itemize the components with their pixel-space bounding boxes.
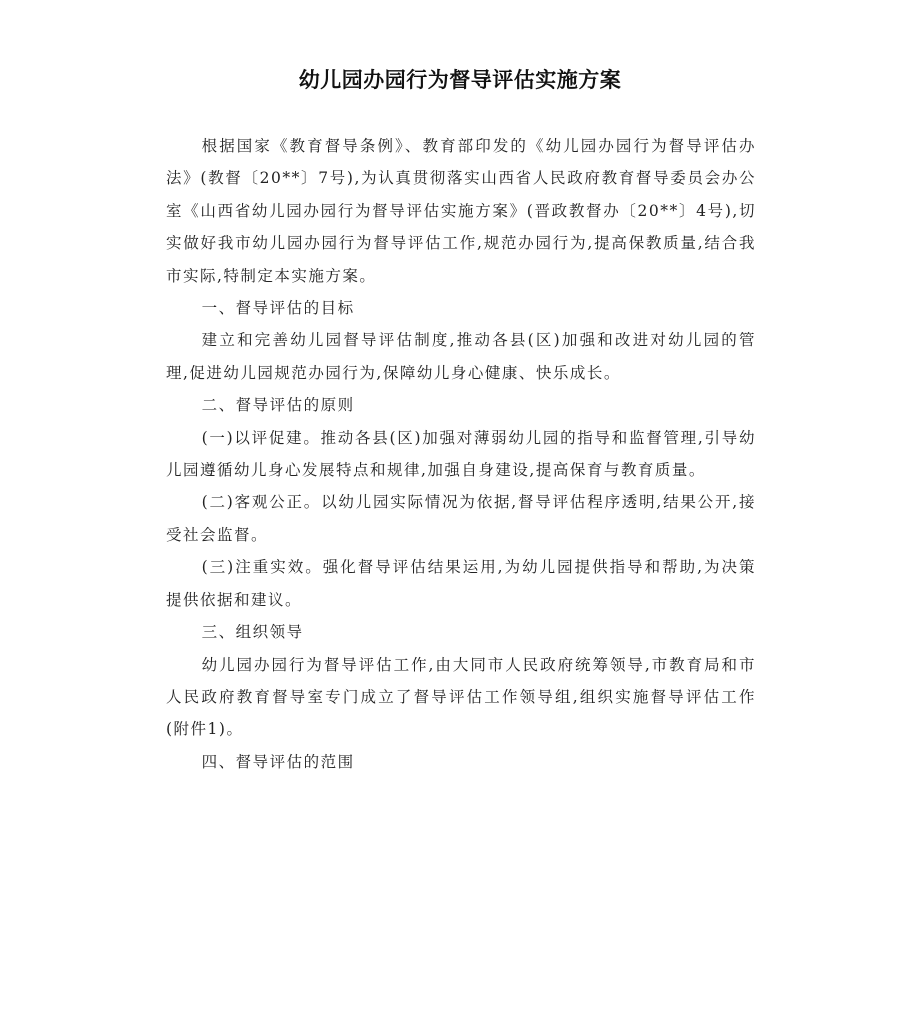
section-heading-scope: 四、督导评估的范围 — [201, 752, 355, 771]
section-heading-goal: 一、督导评估的目标 — [201, 299, 355, 318]
intro-paragraph: 根据国家《教育督导条例》、教育部印发的《幼儿园办园行为督导评估办法》(教督〔20**〕7号),为认真贯彻落实山西省人民政府教育督导委员会办公室《山西省幼儿园办园行为督导评估实施方案》(晋政教督办〔20**〕4号),切实做好我市幼儿园办园行为督导评估工作,规范办园行为,提高保教质量,结合我市实际,特制定本实施方案。 — [166, 137, 756, 285]
section-heading-leadership: 三、组织领导 — [201, 623, 304, 642]
document-body — [166, 130, 756, 778]
section-heading-principles: 二、督导评估的原则 — [201, 396, 355, 415]
principle-paragraph-1: (一)以评促建。推动各县(区)加强对薄弱幼儿园的指导和监督管理,引导幼儿园遵循幼儿身心发展特点和规律,加强自身建设,提高保育与教育质量。 — [166, 428, 756, 480]
principle-paragraph-3: (三)注重实效。强化督导评估结果运用,为幼儿园提供指导和帮助,为决策提供依据和建议。 — [166, 558, 756, 609]
goal-paragraph: 建立和完善幼儿园督导评估制度,推动各县(区)加强和改进对幼儿园的管理,促进幼儿园规范办园行为,保障幼儿身心健康、快乐成长。 — [166, 331, 756, 382]
document-title: 幼儿园办园行为督导评估实施方案 — [298, 68, 622, 92]
leadership-paragraph: 幼儿园办园行为督导评估工作,由大同市人民政府统筹领导,市教育局和市人民政府教育督导室专门成立了督导评估工作领导组,组织实施督导评估工作(附件1)。 — [166, 655, 756, 739]
principle-paragraph-2: (二)客观公正。以幼儿园实际情况为依据,督导评估程序透明,结果公开,接受社会监督。 — [166, 493, 756, 544]
